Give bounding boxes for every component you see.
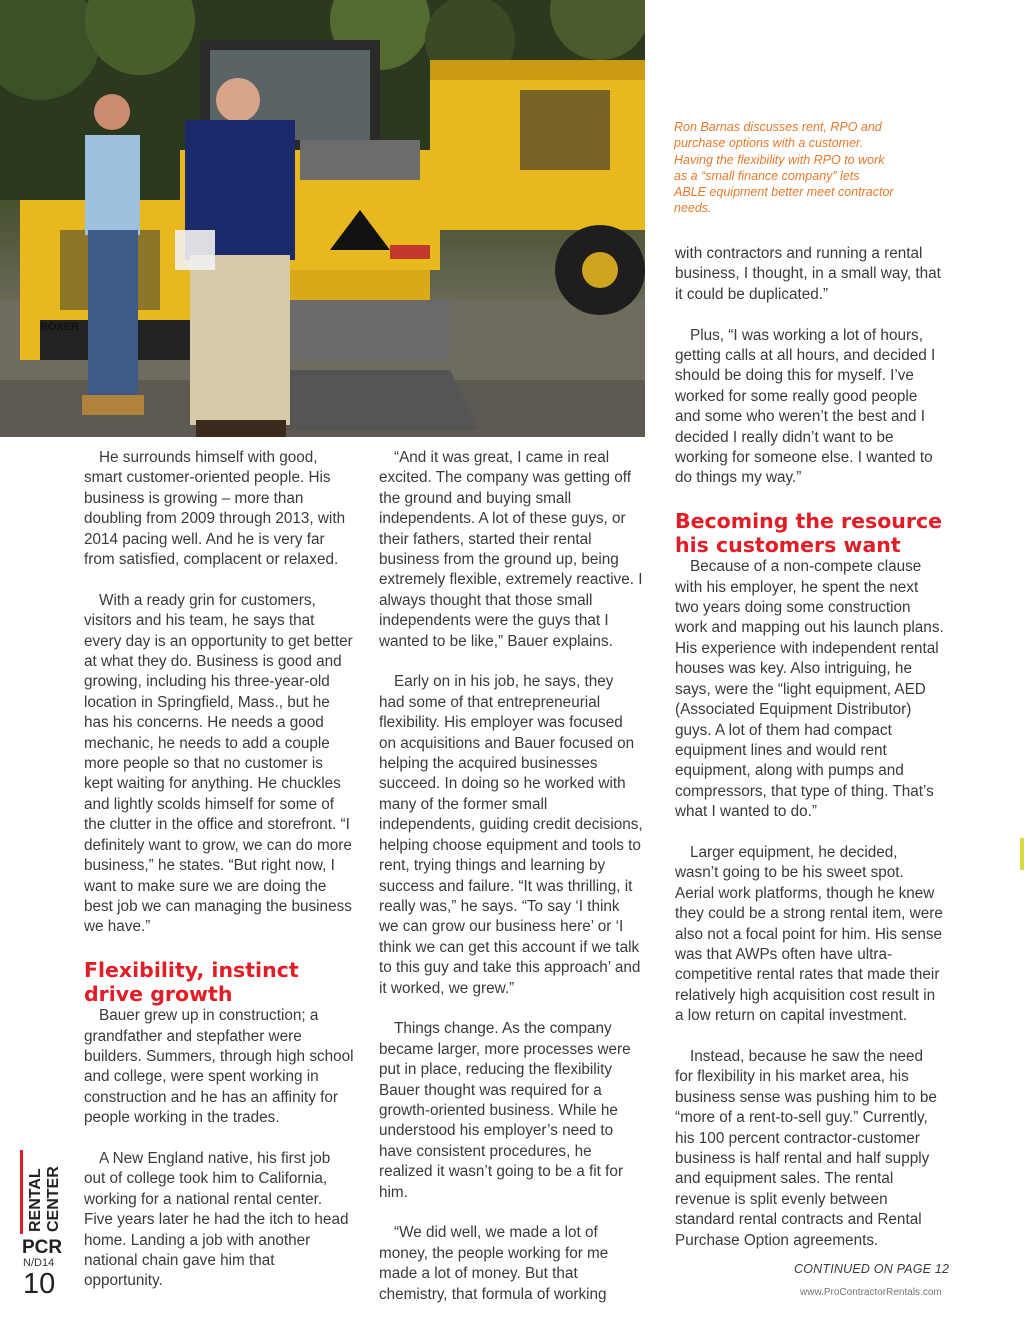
section-heading: Flexibility, instinct drive growth bbox=[84, 958, 299, 1007]
paragraph: “And it was great, I came in real excited. The company was getting off the ground and buying small independents. A lot of these guys, or their fathers, started their rental business from the ground up, being extremely flexible, extremely reactive. I always thought that those small independents were the guys that I wanted to be like,” Bauer explains. bbox=[379, 449, 643, 650]
section-accent-bar bbox=[20, 1150, 23, 1234]
section-label-line2: CENTER bbox=[45, 1166, 62, 1232]
article-column-3 bbox=[675, 244, 945, 1251]
paragraph: “We did well, we made a lot of money, the people working for me made a lot of money. But that chemistry, that formula of working bbox=[379, 1224, 609, 1303]
article-column-1 bbox=[84, 448, 354, 1292]
website-url: www.ProContractorRentals.com bbox=[800, 1287, 942, 1298]
issue-label: N/D14 bbox=[23, 1257, 55, 1269]
section-label-line1: RENTAL bbox=[27, 1168, 44, 1232]
paragraph: with contractors and running a rental business, I thought, in a small way, that it could be duplicated.” bbox=[675, 245, 941, 303]
edge-tab bbox=[1020, 838, 1024, 870]
photo-caption: Ron Barnas discusses rent, RPO and purchase options with a customer. Having the flexibility with RPO to work as a “small finance company” lets ABLE equipment better meet contractor needs. bbox=[674, 120, 894, 216]
paragraph: A New England native, his first job out of college took him to California, working for a national rental center. Five years later he had the itch to head home. Landing a job with another national chain gave him that opportunity. bbox=[84, 1149, 349, 1290]
paragraph: Things change. As the company became larger, more processes were put in place, reducing the flexibility Bauer thought was required for a growth-oriented business. While he understood his employer’s need to have consistent procedures, he realized it wasn’t going to be a fit for him. bbox=[379, 1020, 631, 1201]
page-number: 10 bbox=[23, 1268, 56, 1300]
magazine-logo: PCR bbox=[22, 1237, 63, 1258]
photo-illustration bbox=[0, 0, 645, 437]
paragraph: With a ready grin for customers, visitors and his team, he says that every day is an opportunity to get better at what they do. Business is good and growing, including his three-year-old location in Springfield, Mass., but he has his concerns. He needs a good mechanic, he needs to add a couple more people so that no customer is kept waiting for anything. He chuckles and lightly scolds himself for some of the clutter in the office and storefront. “I definitely want to grow, we can do more business,” he states. “But right now, I want to make sure we are doing the best job we can managing the business we have.” bbox=[84, 591, 353, 936]
paragraph: Larger equipment, he decided, wasn’t going to be his sweet spot. Aerial work platforms, though he knew they could be a strong rental item, were also not a focal point for him. His sense was that AWPs often have ultra-competitive rental rates that made their relatively high acquisition cost result in a low return on capital investment. bbox=[675, 843, 943, 1025]
section-heading: Becoming the resource his customers want bbox=[675, 509, 943, 558]
section-label bbox=[20, 1150, 68, 1234]
paragraph: Instead, because he saw the need for flexibility in his market area, his business sense was pushing him to be “more of a rent-to-sell guy.” Currently, his 100 percent contractor-customer business is half rental and half supply and equipment sales. The rental revenue is split evenly between standard rental contracts and Rental Purchase Option agreements. bbox=[675, 1047, 937, 1249]
boxer-brand-text: BOXER bbox=[40, 321, 80, 333]
paragraph: Plus, “I was working a lot of hours, getting calls at all hours, and decided I should be doing this for myself. I’ve worked for some really good people and some who weren’t the best and I decided I really didn’t want to be working for someone else. I wanted to do things my way.” bbox=[675, 326, 936, 487]
paragraph: Early on in his job, he says, they had some of that entrepreneurial flexibility. His employer was focused on acquisitions and Bauer focused on helping the acquired businesses succeed. In doing so he worked with many of the former small independents, guiding credit decisions, helping choose equipment and tools to rent, trying things and learning by success and failure. “It was thrilling, it really was,” he says. “To say ‘I think we can grow our business here’ or ‘I think we can get this account if we talk to this guy and take this approach’ and it worked, we grew.” bbox=[379, 673, 643, 997]
paragraph: Bauer grew up in construction; a grandfather and stepfather were builders. Summers, through high school and college, were spent working in construction and he has an affinity for people working in the trades. bbox=[84, 1007, 354, 1127]
paragraph: Because of a non-compete clause with his employer, he spent the next two years doing some construction work and mapping out his launch plans. His experience with independent rental houses was key. Also intriguing, he says, were the “light equipment, AED (Associated Equipment Distributor) guys. A lot of them had compact equipment lines and would rent equipment, along with pumps and compressors, that type of thing. That’s what I wanted to do.” bbox=[675, 558, 944, 821]
continued-note: CONTINUED ON PAGE 12 bbox=[794, 1262, 950, 1276]
article-column-2 bbox=[379, 448, 643, 1305]
paragraph: He surrounds himself with good, smart customer-oriented people. His business is growing – more than doubling from 2009 through 2013, with 2014 pacing well. And he is very far from satisfied, complacent or relaxed. bbox=[84, 449, 346, 569]
feature-photo bbox=[0, 0, 645, 437]
